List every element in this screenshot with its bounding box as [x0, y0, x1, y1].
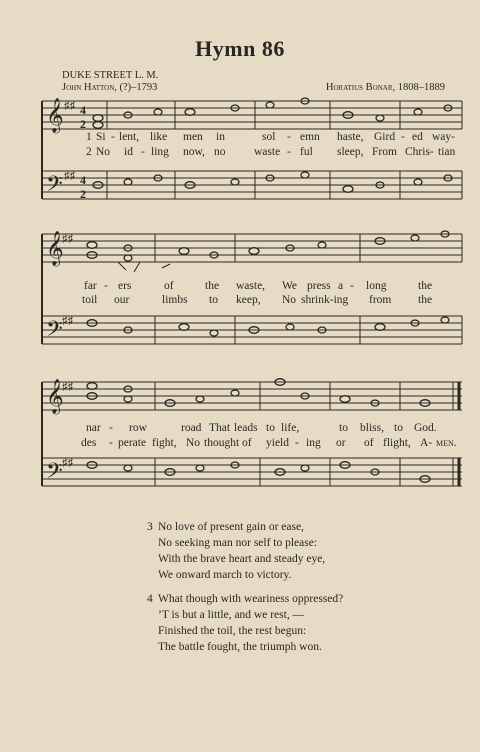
svg-text:♯♯: ♯♯ [64, 170, 75, 182]
svg-text:♯♯: ♯♯ [62, 315, 73, 327]
stanza-line: What though with weariness oppressed? [158, 593, 344, 605]
svg-text:4: 4 [80, 173, 86, 187]
stanza-line: With the brave heart and steady eye, [158, 553, 326, 565]
svg-text:♯♯: ♯♯ [64, 100, 75, 112]
music-system-1 [0, 95, 480, 215]
tune-info [62, 70, 158, 81]
svg-text:4: 4 [80, 103, 86, 117]
tune-meter: L. M. [134, 70, 159, 81]
svg-text:♯♯: ♯♯ [62, 457, 73, 469]
hymn-title: Hymn 86 [195, 36, 285, 61]
svg-text:𝄞: 𝄞 [46, 232, 64, 265]
svg-text:𝄢: 𝄢 [46, 459, 63, 488]
stanza-line: The battle fought, the triumph won. [158, 641, 322, 653]
staff-notation-3 [0, 376, 480, 496]
stanza-line: No seeking man nor self to please: [158, 537, 318, 549]
verse-1-line-2: far - ers of the waste, We press a - long the [84, 280, 433, 292]
svg-text:𝄞: 𝄞 [46, 380, 64, 413]
svg-text:2: 2 [80, 117, 86, 131]
music-system-2 [0, 228, 480, 348]
stanza-line: We onward march to victory. [158, 569, 292, 581]
svg-text:♯♯: ♯♯ [62, 381, 73, 393]
svg-text:2: 2 [80, 187, 86, 201]
verse-1-line-3: nar - row road That leads to life, to bliss, to God. [86, 422, 437, 434]
svg-text:𝄞: 𝄞 [46, 99, 64, 132]
svg-text:𝄢: 𝄢 [46, 172, 63, 201]
verse-2-line-2: toil our limbs to keep, No shrink-ing from the [82, 294, 433, 306]
music-system-3 [0, 376, 480, 496]
stanza-line: No love of present gain or ease, [158, 521, 304, 533]
stanza-3 [147, 519, 467, 585]
verse-1-line-1: 1 Si - lent, like men in sol - emn haste, Gird - ed way- [86, 131, 455, 143]
stanza-line: Finished the toil, the rest begun: [158, 625, 307, 637]
author-credit: Horatius Bonar, 1808–1889 [325, 82, 445, 93]
stanza-number: 3 [147, 521, 153, 533]
stanza-line: ’T is but a little, and we rest, — [158, 609, 305, 621]
verse-2-line-1: 2 No id - ling now, no waste - ful sleep, From Chris- tian [86, 146, 456, 158]
composer-credit: John Hatton, (?)–1793 [62, 82, 158, 93]
stanza-number: 4 [147, 593, 153, 605]
tune-name: DUKE STREET [62, 70, 133, 81]
stanza-4 [147, 591, 467, 657]
verse-2-line-3: des - perate fight, No thought of yield - ing or of flight, A- men. [81, 437, 457, 449]
svg-text:𝄢: 𝄢 [46, 317, 63, 346]
svg-text:♯♯: ♯♯ [62, 233, 73, 245]
